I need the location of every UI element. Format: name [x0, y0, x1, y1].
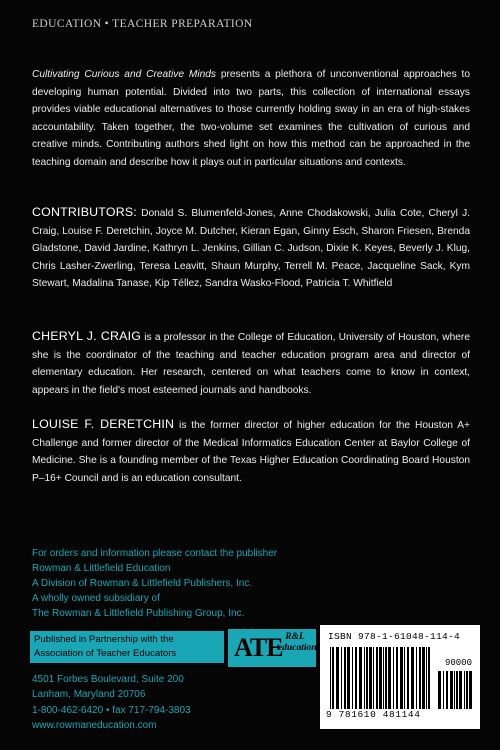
- barcode-bars-addon: [438, 671, 472, 709]
- author-name-craig: CHERYL J. CRAIG: [32, 329, 142, 343]
- partnership-line: Association of Teacher Educators: [34, 648, 177, 659]
- rl-education-logo: [278, 632, 317, 654]
- partnership-line: Published in Partnership with the: [34, 634, 174, 645]
- isbn-label: ISBN 978-1-61048-114-4: [328, 631, 461, 642]
- contributors-label: CONTRIBUTORS:: [32, 205, 137, 219]
- barcode-digits: 9 781610 481144: [326, 709, 421, 720]
- rl-logo-line: R&L: [285, 632, 305, 642]
- publisher-line: A wholly owned subsidiary of: [32, 593, 160, 604]
- publisher-address: [32, 672, 292, 734]
- address-line: 1-800-462-6420 • fax 717-794-3803: [32, 704, 191, 716]
- book-description: [32, 66, 470, 172]
- publisher-line: The Rowman & Littlefield Publishing Group, Inc.: [32, 608, 245, 619]
- website-link[interactable]: www.rowmaneducation.com: [32, 720, 157, 732]
- address-line: 4501 Forbes Boulevard, Suite 200: [32, 674, 184, 685]
- author-bio-craig: [32, 328, 470, 399]
- address-line: Lanham, Maryland 20706: [32, 689, 146, 701]
- author-bio-deretchin-text: is the former director of higher education for the Houston A+ Challenge and former director of the Medical Informatics Education Center at Baylor College of Medicine. She is a founding member of the Texas Higher Education Coordinating Board Houston P–16+ Council and is an education consultant.: [32, 420, 470, 484]
- author-bio-craig-text: is a professor in the College of Education, University of Houston, where she is the coordinator of the teaching and teacher education program area and director of elementary education. Her research, centered on what teachers come to know in context, appears in the field's most esteemed journals and handbooks.: [32, 332, 470, 396]
- barcode-bars-main: [330, 647, 434, 709]
- publisher-info: [32, 546, 332, 621]
- price-code: 90000: [444, 658, 472, 668]
- ate-logo: [228, 629, 316, 667]
- publisher-line: A Division of Rowman & Littlefield Publishers, Inc.: [32, 578, 253, 589]
- barcode: [320, 625, 480, 729]
- description-text: presents a plethora of unconventional approaches to developing human potential. Divided into two parts, this collection of international essays provides viable educational alternatives to those currently holding sway in an era of high-stakes accountability. Taken together, the two-volume set examines the cultivation of curious and creative minds. Contributing authors shed light on how this method can be approached in the teaching domain and describe how it plays out in particular situations and contexts.: [32, 69, 470, 168]
- author-bio-deretchin: [32, 416, 470, 487]
- rl-logo-line: education: [278, 643, 317, 653]
- ate-logo-text: ATE: [234, 633, 283, 662]
- book-title: Cultivating Curious and Creative Minds: [32, 69, 217, 80]
- contributors-paragraph: [32, 204, 470, 293]
- partnership-box: [30, 631, 224, 663]
- publisher-line: For orders and information please contact the publisher: [32, 548, 278, 559]
- author-name-deretchin: LOUISE F. DERETCHIN: [32, 417, 175, 431]
- category-label: EDUCATION • TEACHER PREPARATION: [32, 18, 253, 30]
- contributors-names: Donald S. Blumenfeld-Jones, Anne Chodakowski, Julia Cote, Cheryl J. Craig, Louise F. Deretchin, Joyce M. Dutcher, Kieran Egan, Ginny Esch, Sharon Friesen, Brenda Gladstone, David Jardine, Kathryn L. Jenkins, Gillian C. Judson, Dixie K. Keyes, Beverly J. Klug, Chris Lasher-Zwerling, Teresa Leavitt, Shaun Murphy, Terrell M. Peace, Jacqueline Sack, Kym Stewart, Madalina Tanase, Kip Téllez, Sandra Wasko-Flood, Patricia T. Whitfield: [32, 208, 470, 290]
- publisher-line: Rowman & Littlefield Education: [32, 563, 171, 574]
